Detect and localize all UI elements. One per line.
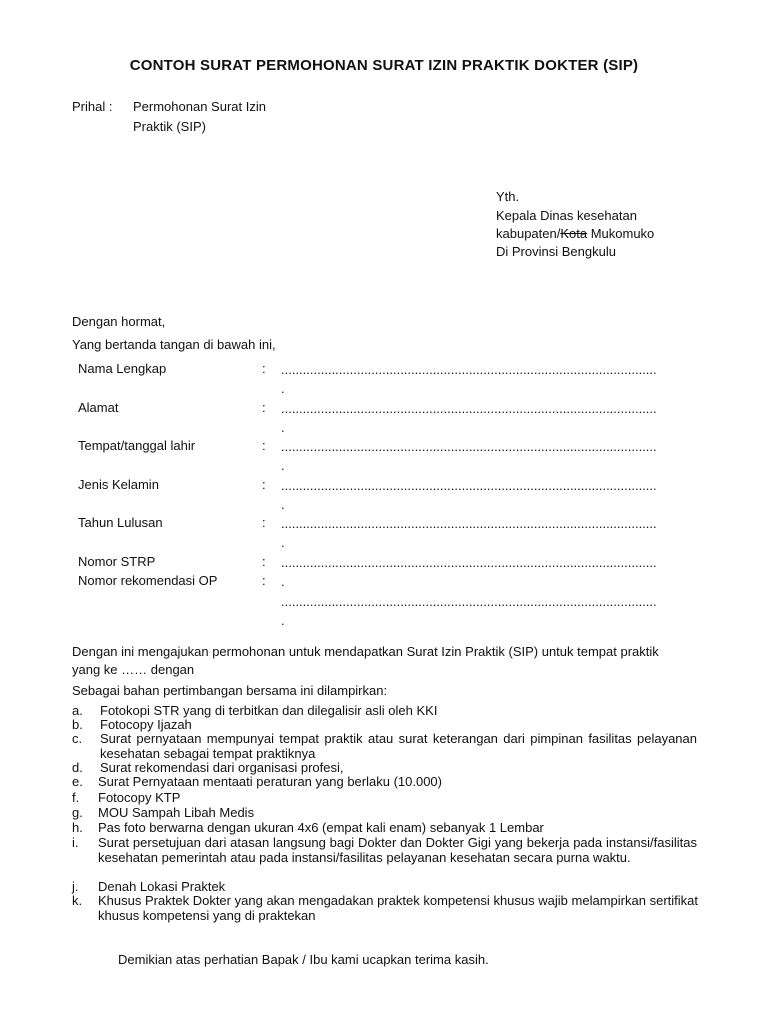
- field-label: Tahun Lulusan: [78, 515, 163, 530]
- field-dots[interactable]: ........................................................................................................: [281, 362, 657, 377]
- field-label: Alamat: [78, 400, 119, 415]
- attachment-text: Surat pernyataan mempunyai tempat praktik atau surat keterangan dari pimpinan fasilitas pelayanan kesehatan sebagai tempat praktiknya: [100, 731, 697, 761]
- field-label: Nomor rekomendasi OP: [78, 573, 218, 588]
- recipient-line-2-prefix: kabupaten/: [496, 226, 561, 241]
- attachment-text: Khusus Praktek Dokter yang akan mengadakan praktek kompetensi khusus wajib melampirkan sertifikat khusus kompetensi yang di praktekan: [98, 893, 698, 923]
- field-label: Tempat/tanggal lahir: [78, 438, 196, 453]
- recipient-line-2-suffix: Mukomuko: [587, 226, 655, 241]
- field-colon: :: [262, 573, 266, 588]
- attachment-text: Denah Lokasi Praktek: [98, 879, 226, 894]
- attachment-text: Fotokopi STR yang di terbitkan dan dilegalisir asli oleh KKI: [100, 703, 438, 718]
- field-dots-end: .: [281, 535, 285, 550]
- attachment-key: k.: [72, 893, 83, 908]
- field-dots[interactable]: ........................................................................................................: [281, 401, 657, 416]
- field-dots-end: .: [281, 613, 285, 628]
- prihal-label: Prihal :: [72, 99, 113, 114]
- attachment-key: c.: [72, 731, 83, 746]
- attachment-key: f.: [72, 790, 80, 805]
- attachment-text: Pas foto berwarna dengan ukuran 4x6 (empat kali enam) sebanyak 1 Lembar: [98, 820, 544, 835]
- field-colon: :: [262, 477, 266, 492]
- field-label: Jenis Kelamin: [78, 477, 159, 492]
- attachment-key: d.: [72, 760, 83, 775]
- attachment-key: g.: [72, 805, 83, 820]
- attachment-text: Fotocopy KTP: [98, 790, 181, 805]
- closing-line: Demikian atas perhatian Bapak / Ibu kami ucapkan terima kasih.: [118, 952, 489, 967]
- attachments-intro: Sebagai bahan pertimbangan bersama ini dilampirkan:: [72, 683, 388, 698]
- field-dots-end: .: [281, 381, 285, 396]
- field-label: Nama Lengkap: [78, 361, 167, 376]
- attachment-key: j.: [72, 879, 79, 894]
- recipient-line-3: Di Provinsi Bengkulu: [496, 244, 616, 259]
- intro-line: Yang bertanda tangan di bawah ini,: [72, 337, 276, 352]
- request-line-1: Dengan ini mengajukan permohonan untuk mendapatkan Surat Izin Praktik (SIP) untuk tempat praktik: [72, 644, 659, 659]
- attachment-text: Fotocopy Ijazah: [100, 717, 192, 732]
- field-colon: :: [262, 438, 266, 453]
- field-colon: :: [262, 400, 266, 415]
- attachment-key: a.: [72, 703, 83, 718]
- field-label: Nomor STRP: [78, 554, 156, 569]
- recipient-yth: Yth.: [496, 189, 520, 204]
- request-line-2: yang ke …… dengan: [72, 662, 195, 677]
- document-title: CONTOH SURAT PERMOHONAN SURAT IZIN PRAKTIK DOKTER (SIP): [129, 57, 639, 74]
- recipient-struck-word: Kota: [560, 226, 588, 241]
- field-dots-end: .: [281, 420, 285, 435]
- attachment-text: Surat persetujuan dari atasan langsung bagi Dokter dan Dokter Gigi yang bekerja pada instansi/fasilitas kesehatan pemerintah atau pada instansi/fasilitas pelayanan kesehatan secara purna waktu.: [98, 835, 697, 865]
- field-dots-end: .: [281, 497, 285, 512]
- attachment-key: e.: [72, 774, 83, 789]
- attachment-key: b.: [72, 717, 83, 732]
- recipient-line-2: [496, 226, 654, 242]
- field-dots[interactable]: ........................................................................................................: [281, 478, 657, 493]
- field-dots-end: .: [281, 458, 285, 473]
- field-colon: :: [262, 554, 266, 569]
- attachment-key: i.: [72, 835, 79, 850]
- greeting: Dengan hormat,: [72, 314, 166, 329]
- field-dots[interactable]: ........................................................................................................: [281, 594, 657, 609]
- field-dots[interactable]: ........................................................................................................: [281, 439, 657, 454]
- recipient-line-1: Kepala Dinas kesehatan: [496, 208, 637, 223]
- attachment-text: Surat rekomendasi dari organisasi profesi,: [100, 760, 344, 775]
- attachment-text: Surat Pernyataan mentaati peraturan yang berlaku (10.000): [98, 774, 442, 789]
- field-colon: :: [262, 361, 266, 376]
- attachment-key: h.: [72, 820, 83, 835]
- field-dots-start: .: [281, 574, 285, 589]
- field-colon: :: [262, 515, 266, 530]
- prihal-line-1: Permohonan Surat Izin: [133, 99, 266, 114]
- field-dots[interactable]: ........................................................................................................: [281, 555, 657, 570]
- prihal-line-2: Praktik (SIP): [133, 119, 206, 134]
- attachment-text: MOU Sampah Libah Medis: [98, 805, 255, 820]
- field-dots[interactable]: ........................................................................................................: [281, 516, 657, 531]
